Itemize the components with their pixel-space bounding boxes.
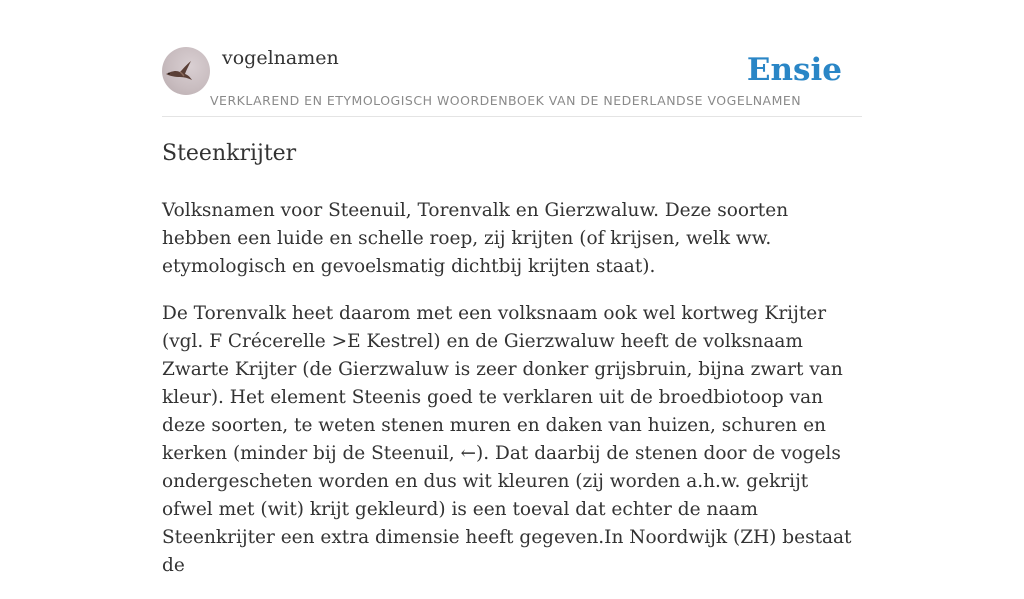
ensie-logo[interactable]: Ensie [746, 52, 842, 88]
avatar[interactable] [162, 47, 210, 95]
swallow-photo-icon [162, 47, 210, 95]
article [162, 138, 862, 599]
page-title: Steenkrijter [162, 141, 297, 166]
article-paragraph: Volksnamen voor Steenuil, Torenvalk en Gierzwaluw. Deze soorten hebben een luide en schelle roep, zij krijten (of krijsen, welk ww. etymologisch en gevoelsmatig dichtbij krijten staat). [162, 200, 789, 277]
site-name[interactable]: vogelnamen [222, 47, 339, 69]
site-header [162, 45, 862, 117]
article-paragraph: De Torenvalk heet daarom met een volksnaam ook wel kortweg Krijter (vgl. F Crécerelle >E Kestrel) en de Gierzwaluw heeft de volksnaam Zwarte Krijter (de Gierzwaluw is zeer donker grijsbruin, bijna zwart van kleur). Het element Steenis goed te verklaren uit de broedbiotoop van deze soorten, te weten stenen muren en daken van huizen, schuren en kerken (minder bij de Steenuil, ←). Dat daarbij de stenen door de vogels ondergescheten worden en dus wit kleuren (zij worden a.h.w. gekrijt ofwel met (wit) krijt gekleurd) is een toeval dat echter de naam Steenkrijter een extra dimensie heeft gegeven.In Noordwijk (ZH) bestaat de [162, 303, 852, 576]
site-subtitle: VERKLAREND EN ETYMOLOGISCH WOORDENBOEK VAN DE NEDERLANDSE VOGELNAMEN [210, 93, 802, 108]
